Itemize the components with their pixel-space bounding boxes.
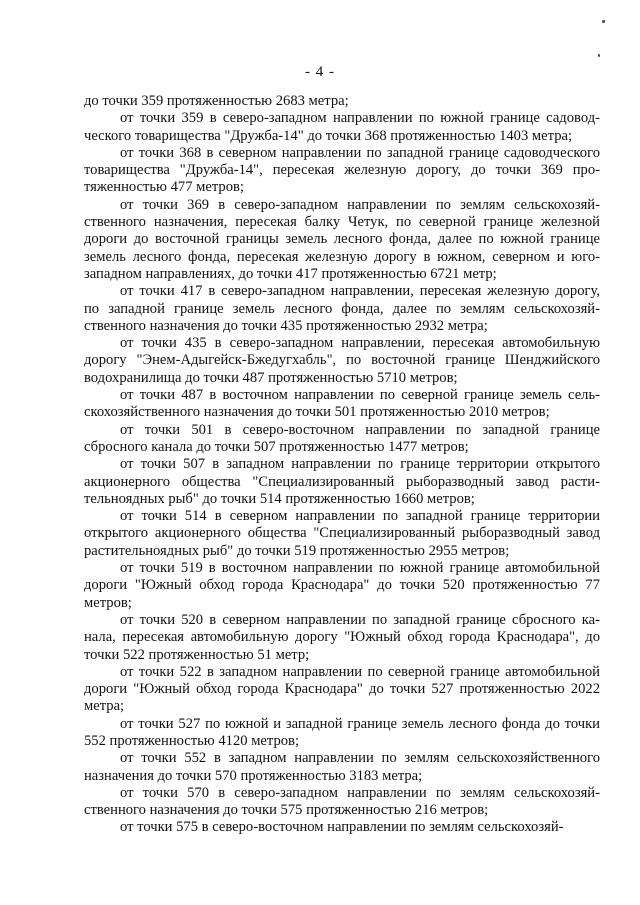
scan-speck: [598, 54, 600, 57]
paragraph: от точки 435 в северо-западном направлении, пересекая автомобильную дорогу "Энем-Адыгейск-Бжедугхабль", по восточной границе Шенджийского водохранилища до точки 487 протяженностью 5710 метров;: [84, 335, 600, 386]
paragraph: от точки 520 в северном направлении по западной границе сбросного канала, пересекая автомобильную дорогу "Южный обход города Краснодара", до точки 522 протяженностью 51 метр;: [84, 611, 600, 663]
paragraph: от точки 368 в северном направлении по западной границе садоводческого товарищества "Дружба-14", пересекая железную дорогу, до точки 369 протяженностью 477 метров;: [84, 144, 600, 196]
paragraph: от точки 527 по южной и западной границе земель лесного фонда до точки 552 протяженностью 4120 метров;: [84, 715, 600, 749]
paragraph: от точки 369 в северо-западном направлении по землям сельскохозяйственного назначения, пересекая балку Четук, по северной границе железной дороги до восточной границы земель лесного фонда, далее по южной границе земель лесного фонда, пересекая железную дорогу в южном, северном и юго-западном направлениях, до точки 417 протяженностью 6721 метр;: [84, 196, 600, 282]
paragraph: до точки 359 протяженностью 2683 метра;: [84, 93, 349, 109]
paragraph: от точки 359 в северо-западном направлении по южной границе садоводческого товарищества "Дружба-14" до точки 368 протяженностью 1403 метра;: [84, 110, 600, 144]
paragraph: от точки 519 в восточном направлении по южной границе автомобильной дороги "Южный обход города Краснодара" до точки 520 протяженностью 77 метров;: [84, 560, 600, 611]
document-body: [84, 93, 600, 837]
paragraph: от точки 575 в северо-восточном направлении по землям сельскохозяй-: [120, 819, 564, 836]
paragraph: от точки 570 в северо-западном направлении по землям сельскохозяйственного назначения до точки 575 протяженностью 216 метров;: [84, 784, 600, 819]
page-number: - 4 -: [305, 64, 335, 80]
paragraph: от точки 487 в восточном направлении по северной границе земель сельскохозяйственного назначения до точки 501 протяженностью 2010 метров;: [84, 387, 600, 421]
paragraph: от точки 552 в западном направлении по землям сельскохозяйственного назначения до точки 570 протяженностью 3183 метра;: [84, 750, 600, 784]
paragraph: от точки 522 в западном направлении по северной границе автомобильной дороги "Южный обход города Краснодара" до точки 527 протяженностью 2022 метра;: [84, 663, 600, 715]
paragraph: от точки 417 в северо-западном направлении, пересекая железную дорогу, по западной границе земель лесного фонда, далее по землям сельскохозяйственного назначения до точки 435 протяженностью 2932 метра;: [84, 283, 600, 334]
paragraph: от точки 507 в западном направлении по границе территории открытого акционерного общества "Специализированный рыборазводный завод растительноядных рыб" до точки 514 протяженностью 1660 метров;: [84, 456, 600, 507]
scan-speck: [602, 20, 605, 23]
paragraph: от точки 514 в северном направлении по западной границе территории открытого акционерного общества "Специализированный рыборазводный завод растительноядных рыб" до точки 519 протяженностью 2955 метров;: [84, 508, 600, 559]
paragraph: от точки 501 в северо-восточном направлении по западной границе сбросного канала до точки 507 протяженностью 1477 метров;: [84, 421, 600, 455]
